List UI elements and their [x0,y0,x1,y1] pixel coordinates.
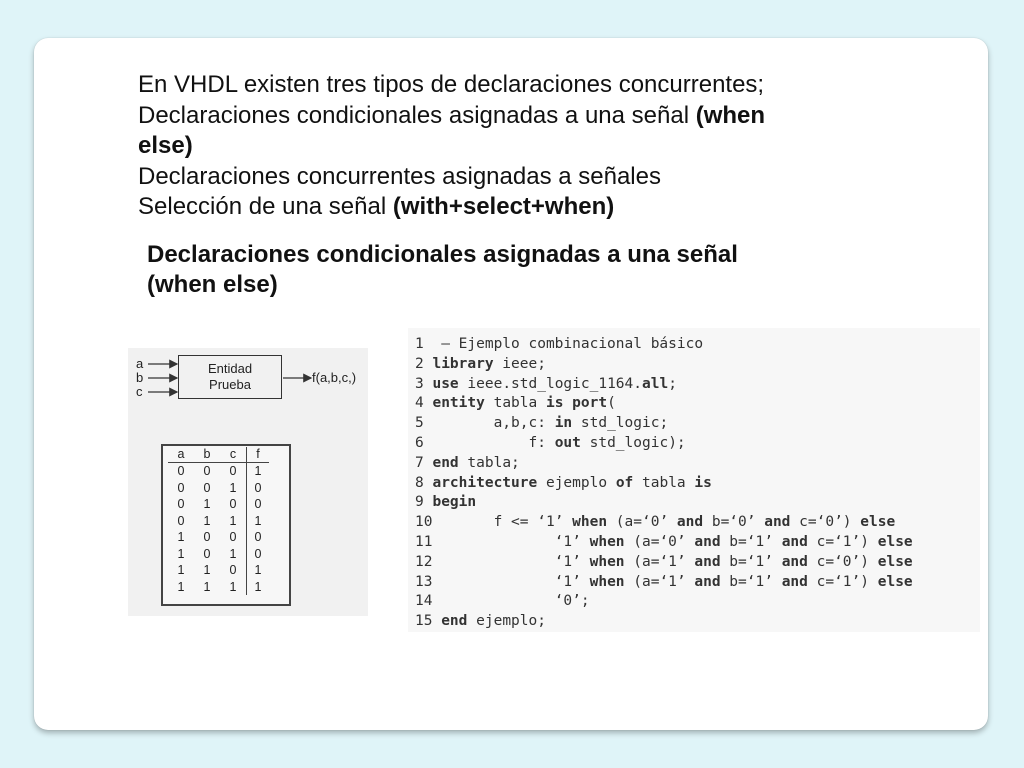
code-text: (a=‘0’ [624,533,695,550]
vhdl-code-listing [415,335,913,632]
code-line [415,573,913,593]
intro-line-5-bold: (with+select+when) [392,193,615,220]
code-text: std_logic); [580,434,686,451]
code-keyword: when [589,553,625,570]
intro-line-3-bold: else) [138,132,193,159]
cell: 0 [177,480,185,495]
code-keyword: and [781,573,808,590]
code-keyword: else [877,533,913,550]
table-row [168,579,269,596]
code-keyword: entity [432,395,485,412]
cell: 1 [229,546,237,561]
cell: 0 [177,497,185,511]
truth-table-grid [168,447,269,595]
code-keyword: when [589,533,625,550]
cell: 0 [247,529,270,546]
cell: 0 [203,530,211,544]
cell: 1 [247,513,270,530]
truth-table-header [168,447,269,463]
code-text: ieee.std_logic_1164. [458,375,642,392]
code-line [415,454,913,474]
code-text: ejemplo [537,474,616,491]
code-keyword: is port [545,395,608,412]
input-label-c: c [136,384,143,399]
cell: 1 [247,562,270,579]
code-text: ( [607,395,616,412]
code-keyword: begin [432,494,477,511]
cell: 0 [229,497,237,511]
code-keyword: and [764,514,791,531]
cell: 1 [177,530,185,544]
table-row [168,480,269,497]
table-row [168,496,269,513]
code-line [415,533,913,553]
cell: 0 [247,496,270,513]
input-label-b: b [136,370,144,385]
cell: 0 [203,464,211,478]
code-keyword: else [877,553,913,570]
entity-label-1: Entidad [207,361,253,376]
cell: 1 [229,480,237,495]
code-text: b=‘0’ [703,514,765,531]
code-keyword: out [554,434,581,451]
code-text: c=‘0’) [807,553,878,570]
code-line [415,335,913,355]
code-text: 11 ‘1’ [415,533,590,550]
code-text: 10 f <= ‘1’ [415,514,573,531]
subtitle-line-1: Declaraciones condicionales asignadas a una señal [147,241,738,268]
cell: 1 [203,497,211,511]
code-text: 8 [415,474,433,491]
code-text: (a=‘1’ [624,553,695,570]
cell: 0 [247,480,270,497]
entity-box [178,355,282,399]
cell: 1 [203,579,211,594]
subtitle-line-2: (when else) [147,271,278,298]
cell: 0 [177,464,185,478]
code-keyword: and [781,533,808,550]
code-text: (a=‘1’ [624,573,695,590]
code-keyword: and [676,514,704,531]
cell: 1 [203,513,211,528]
header-a: a [168,447,194,463]
code-keyword: of [615,474,634,491]
code-line [415,612,913,632]
cell: 0 [229,530,237,544]
code-text: ieee; [493,355,546,372]
table-row [168,463,269,480]
code-line [415,474,913,494]
code-keyword: else [877,573,913,590]
code-text: ; [668,375,677,392]
cell: 1 [203,563,211,577]
code-line [415,394,913,414]
code-keyword: when [572,514,608,531]
code-text: 1 — Ejemplo combinacional básico [415,336,704,352]
code-keyword: in [554,415,573,432]
code-text: 9 [415,494,433,511]
cell: 0 [229,563,237,577]
code-text: 6 f: [415,434,555,451]
code-text: 15 [415,613,442,630]
cell: 0 [177,513,185,528]
code-text: std_logic; [572,415,669,432]
header-c: c [220,447,247,463]
code-keyword: and [694,573,721,590]
code-text: 7 [415,454,433,471]
intro-line-5-text: Selección de una señal [138,193,393,220]
code-line [415,553,913,573]
code-keyword: and [694,553,721,570]
code-keyword: all [642,375,669,392]
truth-table [161,444,291,606]
code-line [415,355,913,375]
code-text: c=‘1’) [807,573,878,590]
code-line [415,414,913,434]
code-text: 14 ‘0’; [415,593,590,610]
code-text: b=‘1’ [720,573,782,590]
table-row [168,562,269,579]
cell: 0 [203,546,211,561]
code-keyword: library [432,355,494,372]
cell: 1 [177,563,185,577]
intro-line-1: En VHDL existen tres tipos de declaraciones concurrentes; [138,71,765,98]
table-row [168,513,269,530]
code-text: tabla [484,395,546,412]
cell: 1 [229,579,237,594]
code-line [415,592,913,612]
code-text: tabla [633,474,695,491]
code-keyword: use [432,375,459,392]
cell: 1 [247,579,270,596]
code-text: tabla; [458,454,520,471]
code-keyword: and [694,533,721,550]
cell: 0 [247,546,270,563]
code-keyword: end [432,454,459,471]
code-text: 13 ‘1’ [415,573,590,590]
code-keyword: is [694,474,712,491]
code-text: 12 ‘1’ [415,553,590,570]
output-label: f(a,b,c,) [312,370,357,385]
code-text: 2 [415,355,433,372]
entity-label-2: Prueba [209,377,251,392]
code-line [415,493,913,513]
code-keyword: else [860,514,896,531]
code-keyword: end [441,613,468,630]
code-text: ejemplo; [467,613,546,630]
table-row [168,546,269,563]
intro-line-4: Declaraciones concurrentes asignadas a señales [138,162,661,190]
code-text: 3 [415,375,433,392]
cell: 1 [229,513,237,528]
table-row [168,529,269,546]
code-text: c=‘1’) [807,533,878,550]
code-text: 4 [415,395,433,412]
code-line [415,434,913,454]
header-f: f [247,447,270,463]
code-line [415,375,913,395]
code-text: (a=‘0’ [607,514,677,531]
code-text: b=‘1’ [720,533,782,550]
code-line [415,513,913,533]
header-b: b [194,447,220,463]
input-label-a: a [136,356,144,371]
cell: 1 [247,463,270,480]
code-text: 5 a,b,c: [415,415,555,432]
intro-line-2-text: Declaraciones condicionales asignadas a una señal [138,101,696,129]
cell: 1 [177,546,185,561]
cell: 1 [177,579,185,594]
code-keyword: and [781,553,808,570]
code-keyword: when [589,573,625,590]
cell: 0 [229,464,237,478]
code-keyword: architecture [432,474,538,491]
code-text: b=‘1’ [720,553,782,570]
cell: 0 [203,480,211,495]
intro-line-2-bold: (when [695,101,766,129]
code-text: c=‘0’) [790,514,861,531]
